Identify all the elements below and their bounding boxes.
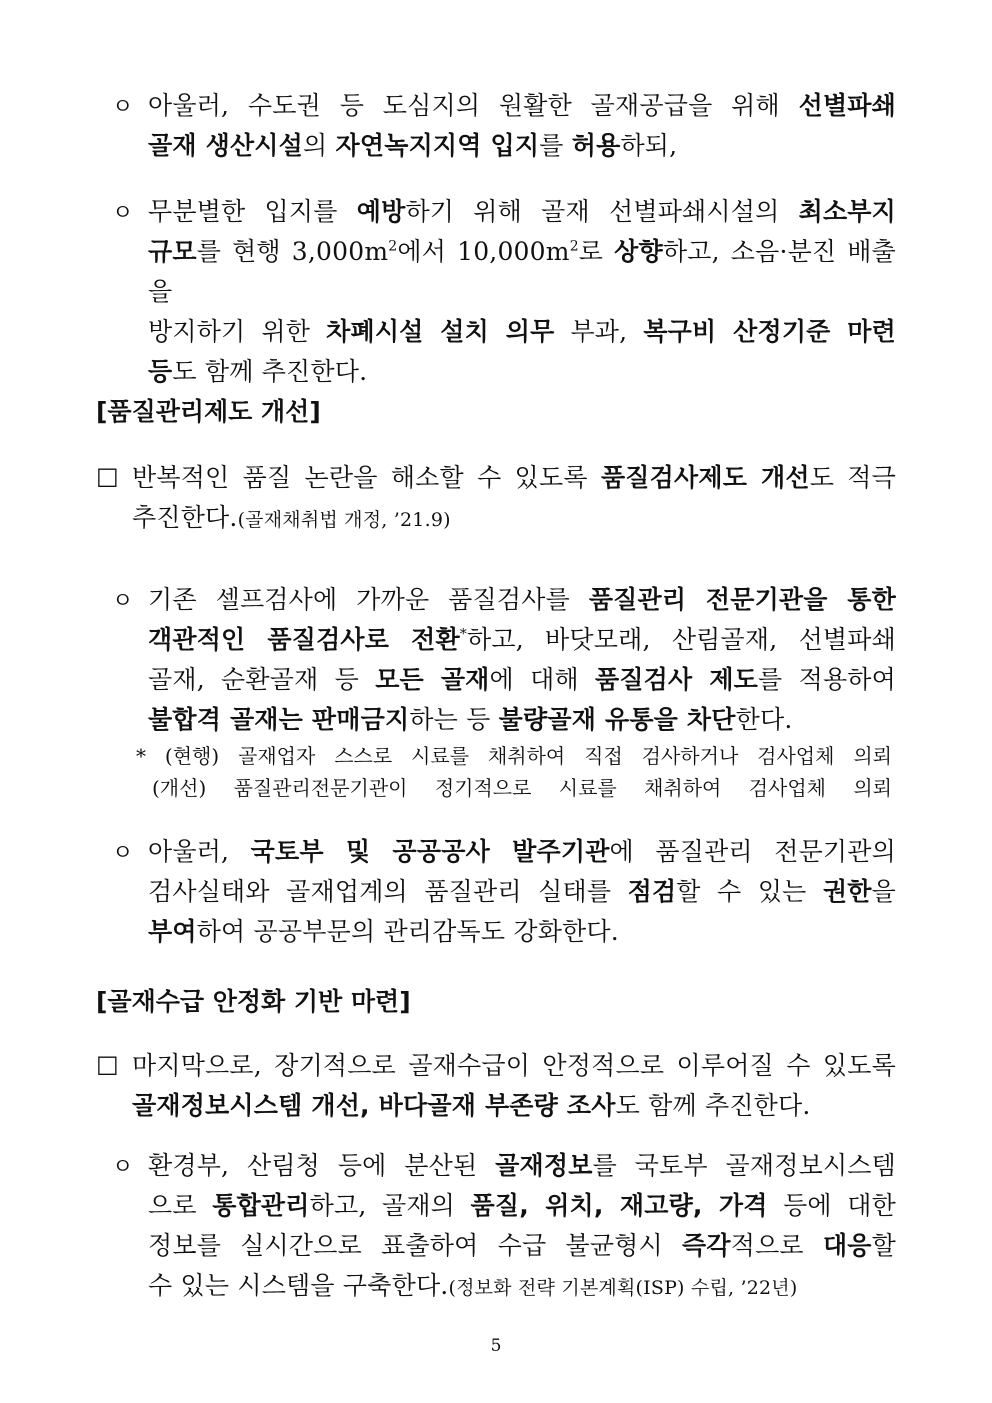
text: 하는 등 (409, 705, 499, 734)
paragraph-6 (132, 1046, 896, 1126)
paragraph-4 (148, 580, 896, 740)
text: 하여 공공부문의 관리감독도 강화한다. (196, 917, 619, 946)
paragraph-5 (148, 832, 896, 952)
bold-text: 국토부 및 공공공사 발주기관 (250, 837, 610, 866)
bold-text: 불합격 골재는 판매금지 (148, 705, 410, 734)
bold-text: 허용 (571, 131, 621, 160)
text: 를 국토부 골재정보시스템 (592, 1151, 896, 1180)
circle-bullet: ㅇ (112, 841, 134, 866)
text: 로 (578, 237, 615, 266)
text: 부과, (554, 317, 644, 346)
box-bullet: □ (96, 1050, 119, 1078)
footnote (136, 740, 892, 804)
text: 할 수 있는 (676, 877, 823, 906)
text: 하고, 골재의 (309, 1191, 471, 1220)
text: 등에 대한 (767, 1191, 896, 1220)
text: 한다. (735, 705, 793, 734)
bold-text: 골재정보시스템 개선, 바다골재 부존량 조사 (132, 1091, 616, 1120)
text: 도 적극 (809, 463, 896, 492)
bold-text: 상향 (614, 237, 663, 266)
paragraph-7 (148, 1146, 896, 1308)
text: 하되, (620, 131, 678, 160)
text: 반복적인 품질 논란을 해소할 수 있도록 (132, 463, 601, 492)
text: 할 (871, 1231, 896, 1260)
bold-text: 품질관리 전문기관을 통한 (588, 585, 896, 614)
text: 기존 셀프검사에 가까운 품질검사를 (148, 585, 589, 614)
bold-text: 모든 골재 (375, 665, 490, 694)
bold-text: 점검 (627, 877, 677, 906)
text: 골재, 순환골재 등 (148, 665, 376, 694)
superscript: * (459, 626, 467, 643)
paragraph-1 (148, 86, 896, 166)
bold-text: 객관적인 품질검사로 전환 (148, 625, 460, 654)
circle-bullet: ㅇ (112, 95, 134, 120)
text: 하고, 바닷모래, 산림골재, 선별파쇄 (467, 625, 896, 654)
bold-text: 불량골재 유통을 차단 (498, 705, 736, 734)
paragraph-3 (132, 458, 896, 540)
bold-text: 품질검사제도 개선 (600, 463, 810, 492)
section-heading-supply: [골재수급 안정화 기반 마련] (96, 987, 411, 1016)
bold-text: 품질, 위치, 재고량, 가격 (470, 1191, 768, 1220)
text: 을 (871, 877, 896, 906)
text: 도 함께 추진한다. (615, 1091, 811, 1120)
paragraph-2 (148, 192, 896, 392)
text: 하기 위해 골재 선별파쇄시설의 (405, 197, 799, 226)
text: 추진한다. (132, 503, 238, 532)
text: 적으로 (730, 1231, 823, 1260)
small-text: (정보화 전략 기본계획(ISP) 수립, ’22년) (448, 1277, 798, 1299)
text: 하고, 소음·분진 배출을 (148, 237, 897, 306)
circle-bullet: ㅇ (112, 1155, 134, 1180)
circle-bullet: ㅇ (112, 589, 134, 614)
bold-text: 예방 (356, 197, 406, 226)
bold-text: 부여 (148, 917, 197, 946)
bold-text: 등 (148, 357, 173, 386)
small-text: (골재채취법 개정, ’21.9) (237, 509, 451, 531)
bold-text: 선별파쇄 (798, 91, 896, 120)
text: 으로 (148, 1191, 213, 1220)
bold-text: 최소부지 (798, 197, 896, 226)
footnote-line: (개선) 품질관리전문기관이 정기적으로 시료를 채취하여 검사업체 의뢰 (152, 776, 892, 800)
text: 아울러, 수도권 등 도심지의 원활한 골재공급을 위해 (148, 91, 799, 120)
text: 무분별한 입지를 (148, 197, 357, 226)
bold-text: 자연녹지지역 입지 (335, 131, 540, 160)
text: 마지막으로, 장기적으로 골재수급이 안정적으로 이루어질 수 있도록 (132, 1051, 896, 1080)
text: 방지하기 위한 (148, 317, 327, 346)
text: 에 대해 (489, 665, 595, 694)
bold-text: 통합관리 (212, 1191, 310, 1220)
bold-text: 즉각 (682, 1231, 731, 1260)
bold-text: 골재정보 (495, 1151, 593, 1180)
text: 를 (539, 131, 572, 160)
text: 에서 10,000m (397, 237, 570, 266)
page-number: 5 (490, 1336, 502, 1356)
section-heading-quality: [품질관리제도 개선] (96, 397, 321, 426)
text: 의 (303, 131, 336, 160)
text: 검사실태와 골재업계의 품질관리 실태를 (148, 877, 628, 906)
box-bullet: □ (96, 462, 119, 490)
bold-text: 복구비 산정기준 마련 (643, 317, 896, 346)
bold-text: 규모 (148, 237, 197, 266)
text: 정보를 실시간으로 표출하여 수급 불균형시 (148, 1231, 683, 1260)
bold-text: 권한 (822, 877, 872, 906)
bold-text: 차폐시설 설치 의무 (326, 317, 555, 346)
text: 에 품질관리 전문기관의 (609, 837, 896, 866)
superscript: 2 (569, 238, 579, 255)
bold-text: 골재 생산시설 (148, 131, 304, 160)
text: 를 적용하여 (758, 665, 896, 694)
bold-text: 대응 (822, 1231, 872, 1260)
text: 도 함께 추진한다. (172, 357, 368, 386)
circle-bullet: ㅇ (112, 201, 134, 226)
bold-text: 품질검사 제도 (594, 665, 759, 694)
text: 수 있는 시스템을 구축한다. (148, 1271, 449, 1300)
text: 아울러, (148, 837, 251, 866)
footnote-line: * (현행) 골재업자 스스로 시료를 채취하여 직접 검사하거나 검사업체 의뢰 (136, 744, 892, 768)
text: 를 현행 3,000m (196, 237, 389, 266)
text: 환경부, 산림청 등에 분산된 (148, 1151, 496, 1180)
superscript: 2 (388, 238, 398, 255)
